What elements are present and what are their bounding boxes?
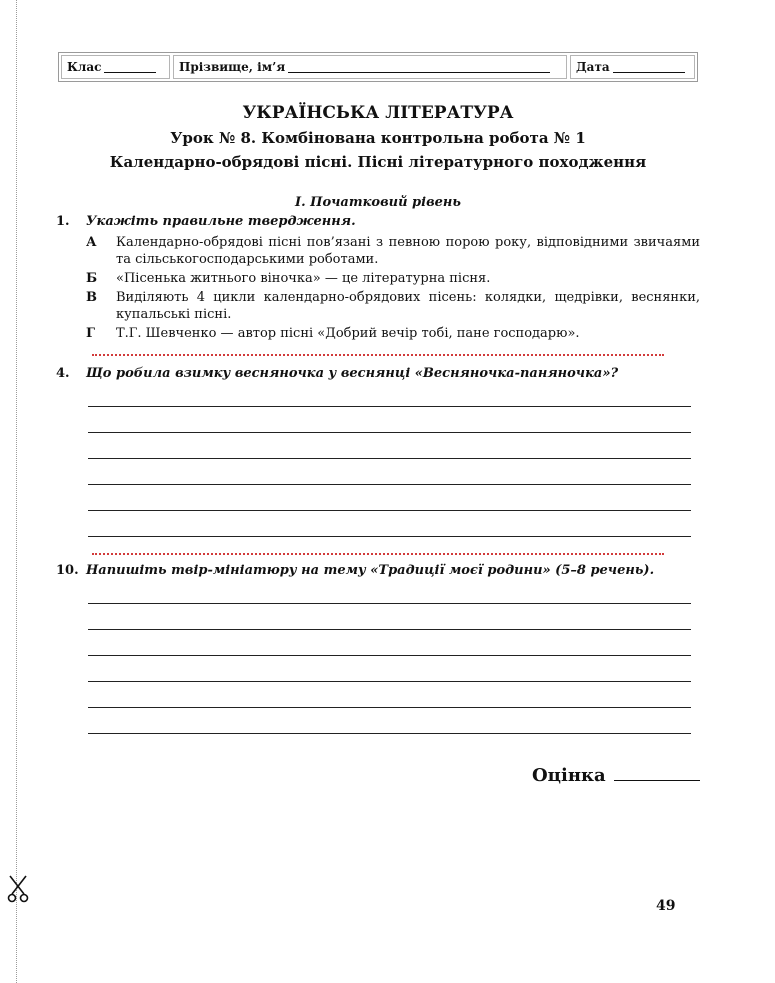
answer-line[interactable] (88, 536, 691, 537)
answer-line[interactable] (88, 510, 691, 511)
date-blank[interactable] (613, 61, 685, 73)
level-heading: I. Початковий рівень (295, 195, 461, 210)
question-text: Що робила взимку весняночка у веснянці «Весняночка-паняночка»? (86, 366, 619, 381)
page-number: 49 (656, 898, 676, 914)
option-text: Календарно-обрядові пісні пов’язані з певною порою року, відповідними звичаями та сільськогосподарськими роботами. (116, 235, 700, 267)
section-divider (92, 553, 664, 555)
answer-line[interactable] (88, 681, 691, 682)
question-1 (56, 214, 696, 229)
grade-blank[interactable] (614, 764, 700, 781)
question-4 (56, 366, 696, 381)
question-number: 10. (56, 563, 79, 578)
answer-line[interactable] (88, 733, 691, 734)
grade-label: Оцінка (532, 765, 606, 786)
answer-lines-q4[interactable] (88, 406, 691, 562)
option-letter: Г (86, 326, 95, 341)
name-label: Прізвище, ім’я (179, 60, 286, 74)
lesson-title: Урок № 8. Комбінована контрольна робота № 1 (170, 129, 586, 147)
question-number: 1. (56, 214, 70, 229)
answer-line[interactable] (88, 603, 691, 604)
answer-line[interactable] (88, 655, 691, 656)
answer-options (86, 234, 700, 344)
name-cell (173, 55, 567, 79)
question-number: 4. (56, 366, 70, 381)
option-d[interactable] (86, 325, 700, 342)
student-info-table (58, 52, 698, 82)
scissors-icon (7, 874, 29, 904)
date-label: Дата (576, 60, 610, 74)
subject-title: УКРАЇНСЬКА ЛІТЕРАТУРА (242, 103, 514, 123)
class-label: Клас (67, 60, 102, 74)
name-blank[interactable] (288, 61, 550, 73)
option-c[interactable] (86, 289, 700, 323)
answer-line[interactable] (88, 484, 691, 485)
answer-line[interactable] (88, 707, 691, 708)
option-text: «Пісенька житнього віночка» — це літературна пісня. (116, 271, 491, 286)
question-text: Напишіть твір-мініатюру на тему «Традиції моєї родини» (5–8 речень). (86, 563, 655, 578)
section-divider (92, 354, 664, 356)
page-title-block (60, 100, 696, 174)
answer-line[interactable] (88, 458, 691, 459)
class-cell (61, 55, 170, 79)
topic-title: Календарно-обрядові пісні. Пісні літературного походження (109, 153, 647, 171)
option-text: Виділяють 4 цикли календарно-обрядових пісень: колядки, щедрівки, веснянки, купальські пісні. (116, 290, 700, 322)
answer-lines-q10[interactable] (88, 603, 691, 759)
date-cell (570, 55, 695, 79)
option-letter: В (86, 290, 97, 305)
answer-line[interactable] (88, 406, 691, 407)
answer-line[interactable] (88, 629, 691, 630)
option-text: Т.Г. Шевченко — автор пісні «Добрий вечір тобі, пане господарю». (116, 326, 580, 341)
grade-field (532, 764, 700, 786)
option-b[interactable] (86, 270, 700, 287)
option-letter: Б (86, 271, 98, 286)
option-a[interactable] (86, 234, 700, 268)
question-text: Укажіть правильне твердження. (86, 214, 356, 229)
question-10 (56, 563, 696, 578)
answer-line[interactable] (88, 432, 691, 433)
class-blank[interactable] (104, 61, 156, 73)
cut-line (16, 0, 17, 983)
option-letter: А (86, 235, 97, 250)
